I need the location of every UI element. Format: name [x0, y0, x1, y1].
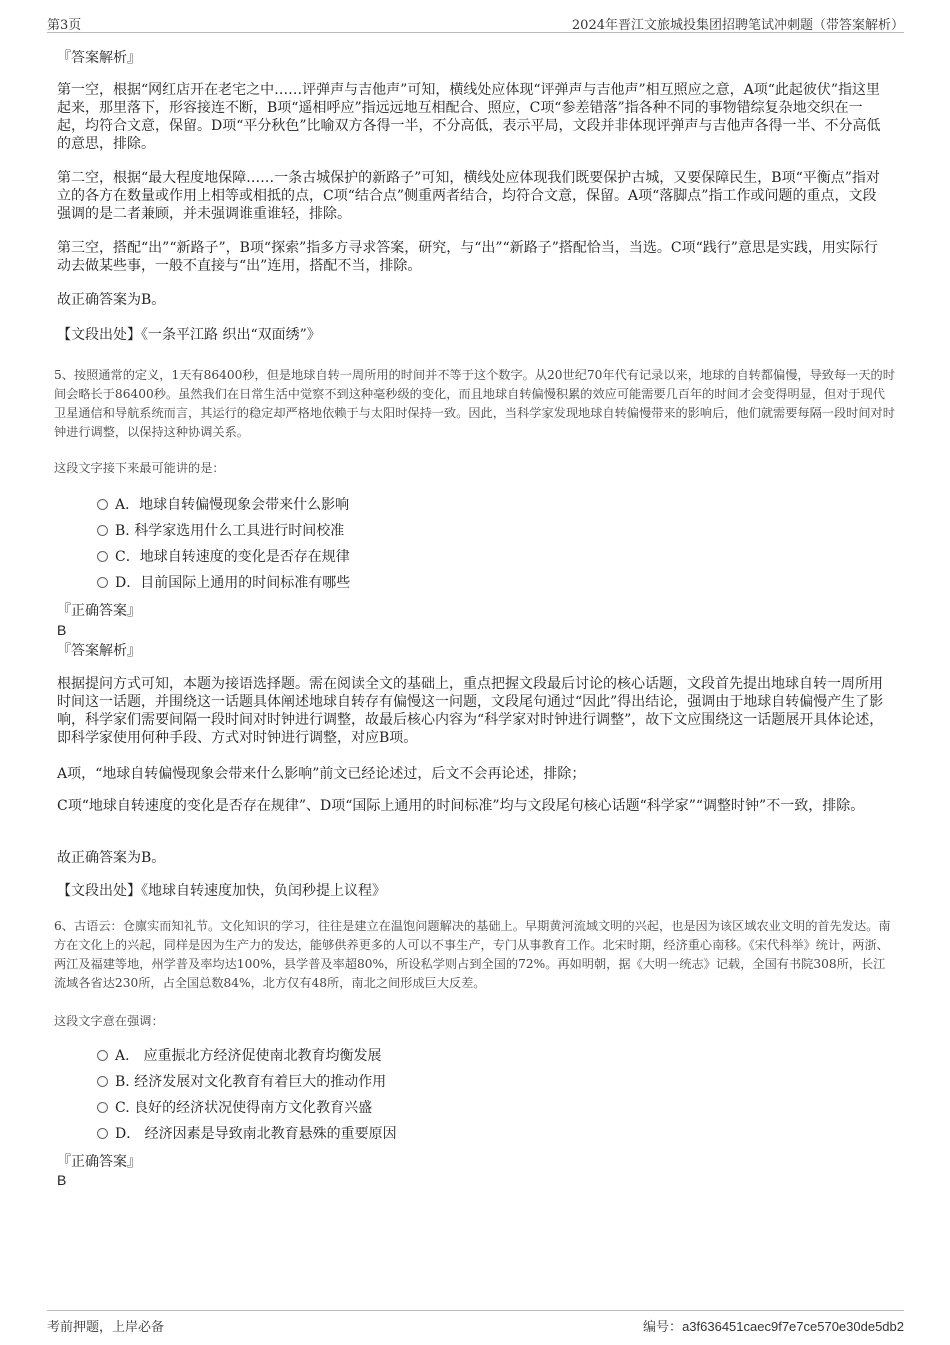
radio-icon[interactable]	[97, 577, 108, 588]
option-label: A．地球自转偏慢现象会带来什么影响	[115, 497, 350, 513]
option-label: C．地球自转速度的变化是否存在规律	[115, 549, 350, 565]
analysis-paragraph-3: 第三空，搭配“出”“新路子”，B项“探索”指多方寻求答案，研究，与“出”“新路子”搭配恰当，当选。C项“践行”意思是实践，用实际行动去做某些事，一般不直接与“出”连用，搭配不当，排除。	[57, 240, 878, 274]
analysis-paragraph-2: 第二空，根据“最大程度地保障……一条古城保护的新路子”可知，横线处应体现我们既要保护古城，又要保障民生，B项“平衡点”指对立的各方在数量或作用上相等或相抵的点，C项“结合点”侧重两者结合，均符合文意，保留。A项“落脚点”指工作或问题的重点，文段强调的是二者兼顾，并未强调谁重谁轻，排除。	[57, 170, 880, 222]
q6-option-d[interactable]	[97, 1125, 397, 1143]
radio-icon[interactable]	[97, 551, 108, 562]
correct-answer-label: 『正确答案』	[57, 1154, 141, 1170]
code-value: a3f636451caec9f7e7ce570e30de5db2	[682, 1319, 904, 1334]
page-header	[47, 10, 904, 33]
page-footer	[47, 1310, 904, 1337]
radio-icon[interactable]	[97, 1102, 108, 1113]
question-6-stem: 6、古语云：仓廪实而知礼节。文化知识的学习，往往是建立在温饱问题解决的基础上。早期黄河流域文明的兴起，也是因为该区域农业文明的首先发达。南方在文化上的兴起，同样是因为生产力的发达，能够供养更多的人可以不事生产，专门从事教育工作。北宋时期，经济重心南移。《宋代科举》统计，两浙、两江及福建等地，州学普及率均达100%，县学普及率超80%，所设私学则占到全国的72%。再如明朝，据《大明一统志》记载，全国有书院308所，长江流域各省达230所，占全国总数84%，北方仅有48所，南北之间形成巨大反差。	[54, 919, 891, 990]
q5-analysis-paragraph-1: 根据提问方式可知，本题为接语选择题。需在阅读全文的基础上，重点把握文段最后讨论的核心话题，文段首先提出地球自转一周所用时间这一话题，并围绕这一话题具体阐述地球自转存有偏慢这一问题，文段尾句通过“因此”得出结论，强调由于地球自转偏慢产生了影响，科学家们需要间隔一段时间对时钟进行调整，故最后核心内容为“科学家对时钟进行调整”，故下文应围绕这一话题展开具体论述，即科学家使用何种手段、方式对时钟进行调整，对应B项。	[57, 676, 884, 746]
correct-answer-value: B	[57, 1172, 67, 1188]
correct-answer-label: 『正确答案』	[57, 603, 141, 619]
source-citation: 【文段出处】《一条平江路 织出“双面绣”》	[57, 327, 321, 343]
option-label: C. 良好的经济状况使得南方文化教育兴盛	[115, 1100, 373, 1116]
analysis-label: 『答案解析』	[57, 50, 141, 66]
question-5-prompt: 这段文字接下来最可能讲的是：	[54, 461, 225, 475]
page-number: 第3页	[47, 18, 82, 33]
q6-option-c[interactable]	[97, 1099, 372, 1117]
q6-option-b[interactable]	[97, 1073, 386, 1091]
document-code	[643, 1316, 904, 1335]
radio-icon[interactable]	[97, 499, 108, 510]
question-5-stem: 5、按照通常的定义，1天有86400秒，但是地球自转一周所用的时间并不等于这个数字。从20世纪70年代有记录以来，地球的自转都偏慢，导致每一天的时间会略长于86400秒。虽然我们在日常生活中觉察不到这种毫秒级的变化，而且地球自转偏慢积累的效应可能需要几百年的时间才会变得明显，但对于现代卫星通信和导航系统而言，其运行的稳定却严格地依赖于与太阳时保持一致。因此，当科学家发现地球自转偏慢带来的影响后，他们就需要每隔一段时间对时钟进行调整，以保持这种协调关系。	[54, 368, 895, 439]
code-label: 编号：	[643, 1320, 683, 1335]
analysis-label: 『答案解析』	[57, 643, 141, 659]
option-label: D．目前国际上通用的时间标准有哪些	[115, 575, 351, 591]
radio-icon[interactable]	[97, 1050, 108, 1061]
q5-option-b[interactable]	[97, 522, 344, 540]
correct-answer-value: B	[57, 622, 67, 638]
q5-analysis-paragraph-2: A项，“地球自转偏慢现象会带来什么影响”前文已经论述过，后文不会再论述，排除；	[57, 766, 586, 782]
q6-option-a[interactable]	[97, 1047, 382, 1065]
q5-option-c[interactable]	[97, 548, 350, 566]
question-6-prompt: 这段文字意在强调：	[54, 1014, 164, 1028]
analysis-paragraph-1: 第一空，根据“网红店开在老宅之中……评弹声与吉他声”可知，横线处应体现“评弹声与吉他声”相互照应之意，A项“此起彼伏”指这里起来，那里落下，形容接连不断，B项“遥相呼应”指远远地互相配合、照应，C项“参差错落”指各种不同的事物错综复杂地交织在一起，均符合文意，保留。D项“平分秋色”比喻双方各得一半，不分高低，表示平局，文段并非体现评弹声与吉他声各得一半、不分高低的意思，排除。	[57, 82, 881, 152]
q5-option-a[interactable]	[97, 496, 349, 514]
document-title: 2024年晋江文旅城投集团招聘笔试冲刺题（带答案解析）	[571, 18, 904, 33]
radio-icon[interactable]	[97, 1076, 108, 1087]
q5-analysis-paragraph-3: C项“地球自转速度的变化是否存在规律”、D项“国际上通用的时间标准”均与文段尾句核心话题“科学家”“调整时钟”不一致，排除。	[57, 798, 865, 814]
q5-option-d[interactable]	[97, 574, 350, 592]
conclusion-text: 故正确答案为B。	[57, 850, 166, 866]
radio-icon[interactable]	[97, 525, 108, 536]
option-label: B. 科学家选用什么工具进行时间校准	[115, 523, 345, 539]
conclusion-text: 故正确答案为B。	[57, 292, 166, 308]
option-label: B. 经济发展对文化教育有着巨大的推动作用	[115, 1074, 387, 1090]
radio-icon[interactable]	[97, 1128, 108, 1139]
footer-slogan: 考前押题，上岸必备	[47, 1320, 165, 1335]
option-label: A． 应重振北方经济促使南北教育均衡发展	[115, 1048, 382, 1064]
source-citation: 【文段出处】《地球自转速度加快，负闰秒提上议程》	[57, 883, 386, 899]
option-label: D． 经济因素是导致南北教育悬殊的重要原因	[115, 1126, 397, 1142]
